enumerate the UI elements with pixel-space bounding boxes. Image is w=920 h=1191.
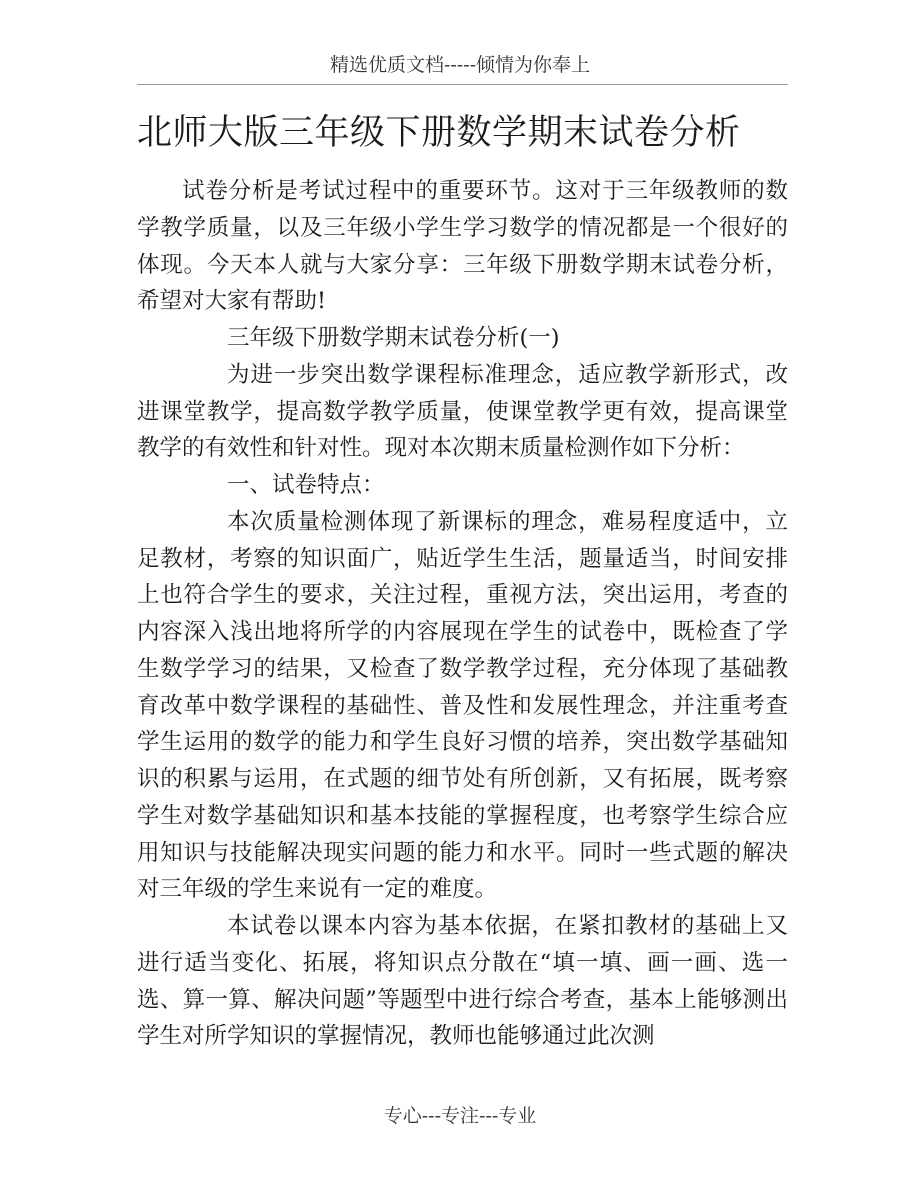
subsection-heading: 一、试卷特点： — [227, 472, 385, 498]
page-footer: 专心---专注---专业 — [383, 1105, 537, 1127]
document-body — [137, 173, 788, 1055]
body-paragraph: 本次质量检测体现了新课标的理念，难易程度适中，立足教材，考察的知识面广，贴近学生生活，题量适当，时间安排上也符合学生的要求，关注过程，重视方法，突出运用，考查的内容深入浅出地将所学的内容展现在学生的试卷中，既检查了学生数学学习的结果，又检查了数学教学过程，充分体现了基础教育改革中数学课程的基础性、普及性和发展性理念，并注重考查学生运用的数学的能力和学生良好习惯的培养，突出数学基础知识的积累与运用，在式题的细节处有所创新，又有拓展，既考察学生对数学基础知识和基本技能的掌握程度，也考察学生综合应用知识与技能解决现实问题的能力和水平。同时一些式题的解决对三年级的学生来说有一定的难度。 — [137, 508, 788, 903]
header-divider — [137, 84, 788, 85]
intro-paragraph: 试卷分析是考试过程中的重要环节。这对于三年级教师的数学教学质量，以及三年级小学生学习数学的情况都是一个很好的体现。今天本人就与大家分享：三年级下册数学期末试卷分析，希望对大家有帮助! — [137, 178, 788, 315]
body-paragraph: 本试卷以课本内容为基本依据，在紧扣教材的基础上又进行适当变化、拓展，将知识点分散在“填一填、画一画、选一选、算一算、解决问题”等题型中进行综合考查，基本上能够测出学生对所学知识的掌握情况，教师也能够通过此次测 — [137, 913, 788, 1050]
document-title: 北师大版三年级下册数学期末试卷分析 — [137, 113, 741, 153]
section-heading: 三年级下册数学期末试卷分析(一) — [227, 325, 560, 351]
page-header: 精选优质文档-----倾情为你奉上 — [329, 54, 591, 76]
body-paragraph: 为进一步突出数学课程标准理念，适应教学新形式，改进课堂教学，提高数学教学质量，使课堂教学更有效，提高课堂教学的有效性和针对性。现对本次期末质量检测作如下分析： — [137, 361, 788, 462]
